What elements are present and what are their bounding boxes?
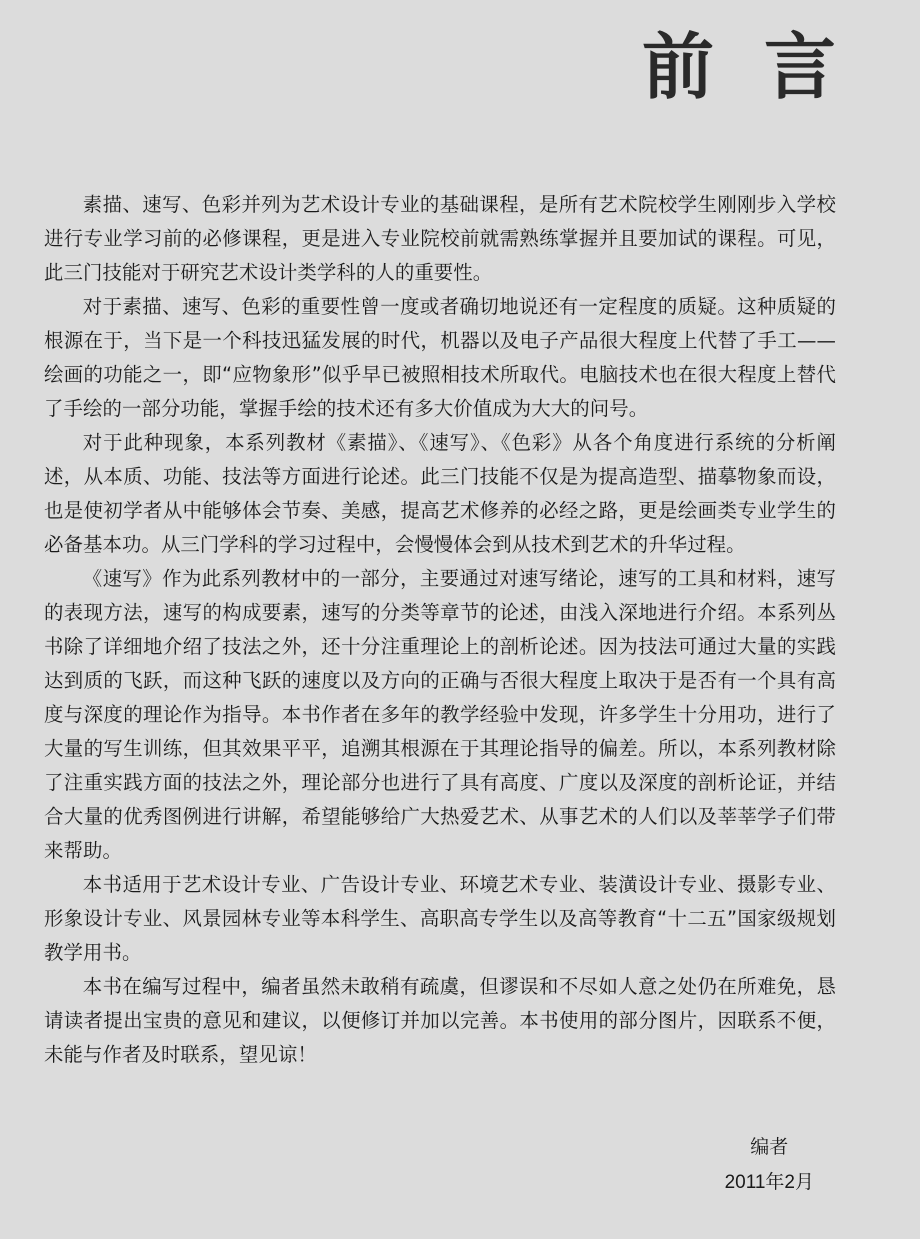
page-title: 前言 bbox=[641, 24, 886, 109]
paragraph: 《速写》作为此系列教材中的一部分，主要通过对速写绪论，速写的工具和材料，速写的表现方法，速写的构成要素，速写的分类等章节的论述，由浅入深地进行介绍。本系列丛书除了详细地介绍了技法之外，还十分注重理论上的剖析论述。因为技法可通过大量的实践达到质的飞跃，而这种飞跃的速度以及方向的正确与否很大程度上取决于是否有一个具有高度与深度的理论作为指导。本书作者在多年的教学经验中发现，许多学生十分用功，进行了大量的写生训练，但其效果平平，追溯其根源在于其理论指导的偏差。所以，本系列教材除了注重实践方面的技法之外，理论部分也进行了具有高度、广度以及深度的剖析论证，并结合大量的优秀图例进行讲解，希望能够给广大热爱艺术、从事艺术的人们以及莘莘学子们带来帮助。 bbox=[44, 567, 836, 862]
author-signature: 编者 bbox=[750, 1136, 789, 1158]
paragraph: 素描、速写、色彩并列为艺术设计专业的基础课程，是所有艺术院校学生刚刚步入学校进行专业学习前的必修课程，更是进入专业院校前就需熟练掌握并且要加试的课程。可见，此三门技能对于研究艺术设计类学科的人的重要性。 bbox=[44, 193, 836, 284]
signature-date: 2011年2月 bbox=[724, 1172, 814, 1193]
paragraph: 本书适用于艺术设计专业、广告设计专业、环境艺术专业、装潢设计专业、摄影专业、形象设计专业、风景园林专业等本科学生、高职高专学生以及高等教育“十二五”国家级规划教学用书。 bbox=[44, 873, 836, 964]
paragraph: 对于此种现象，本系列教材《素描》、《速写》、《色彩》从各个角度进行系统的分析阐述，从本质、功能、技法等方面进行论述。此三门技能不仅是为提高造型、描摹物象而设，也是使初学者从中能够体会节奏、美感，提高艺术修养的必经之路，更是绘画类专业学生的必备基本功。从三门学科的学习过程中，会慢慢体会到从技术到艺术的升华过程。 bbox=[44, 431, 836, 556]
preface-body bbox=[44, 188, 836, 1072]
signature-block bbox=[725, 1130, 814, 1200]
paragraph: 本书在编写过程中，编者虽然未敢稍有疏虞，但谬误和不尽如人意之处仍在所难免，恳请读者提出宝贵的意见和建议，以便修订并加以完善。本书使用的部分图片，因联系不便，未能与作者及时联系，望见谅！ bbox=[44, 975, 836, 1066]
paragraph: 对于素描、速写、色彩的重要性曾一度或者确切地说还有一定程度的质疑。这种质疑的根源在于，当下是一个科技迅猛发展的时代，机器以及电子产品很大程度上代替了手工——绘画的功能之一，即“应物象形”似乎早已被照相技术所取代。电脑技术也在很大程度上替代了手绘的一部分功能，掌握手绘的技术还有多大价值成为大大的问号。 bbox=[44, 295, 836, 420]
